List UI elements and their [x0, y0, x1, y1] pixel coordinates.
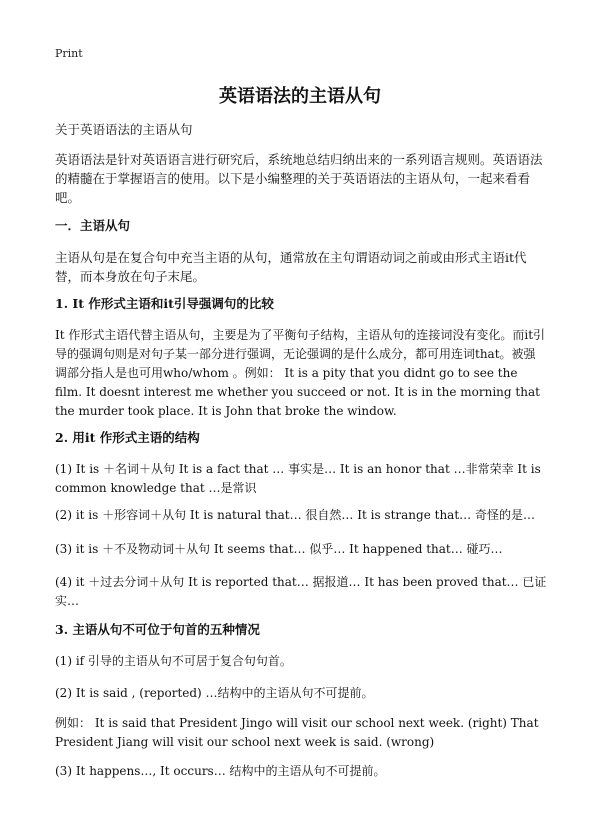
structure-item-3: (3) it is ＋不及物动词＋从句 It seems that… 似乎… It happened that… 碰巧…	[55, 542, 503, 556]
five-item-1: (1) if 引导的主语从句不可居于复合句句首。	[55, 654, 292, 668]
five-item-example: 例如： It is said that President Jingo will visit our school next week. (right) That President Jiang will visit our school next week is said. (wrong)	[55, 716, 539, 749]
section-structure-heading: 2. 用it 作形式主语的结构	[55, 430, 200, 445]
section-1-body: 主语从句是在复合句中充当主语的从句，通常放在主句谓语动词之前或由形式主语it代替，而本身放在句子末尾。	[55, 250, 527, 284]
structure-item-4: (4) it ＋过去分词＋从句 It is reported that… 据报道… It has been proved that… 已证实…	[55, 575, 547, 608]
structure-item-1: (1) It is ＋名词＋从句 It is a fact that … 事实是… It is an honor that …非常荣幸 It is common knowledge that …是常识	[55, 462, 541, 495]
section-it-body: It 作形式主语代替主语从句，主要是为了平衡句子结构，主语从句的连接词没有变化。而it引导的强调句则是对句子某一部分进行强调，无论强调的是什么成分，都可用连词that。被强调部分指人是也可用who/whom 。例如： It is a pity that you didnt go to see the film. It doesnt interest me whether you succeed or not. It is in the morning that the murder took place. It is John that broke the window.	[55, 328, 546, 418]
page-title: 英语语法的主语从句	[219, 86, 381, 107]
five-item-2: (2) It is said , (reported) …结构中的主语从句不可提前。	[55, 686, 374, 700]
section-it-heading: 1. It 作形式主语和it引导强调句的比较	[55, 296, 274, 311]
print-label: Print	[55, 47, 83, 60]
document-subtitle: 关于英语语法的主语从句	[55, 122, 193, 137]
section-1-heading: 一．主语从句	[55, 218, 131, 233]
five-item-3: (3) It happens…, It occurs… 结构中的主语从句不可提前。	[55, 764, 386, 778]
structure-item-2: (2) it is ＋形容词＋从句 It is natural that… 很自然… It is strange that… 奇怪的是…	[55, 508, 535, 522]
intro-paragraph: 英语语法是针对英语语言进行研究后，系统地总结归纳出来的一系列语言规则。英语语法的精髓在于掌握语言的使用。以下是小编整理的关于英语语法的主语从句，一起来看看吧。	[55, 152, 543, 205]
section-five-heading: 3. 主语从句不可位于句首的五种情况	[55, 622, 260, 637]
